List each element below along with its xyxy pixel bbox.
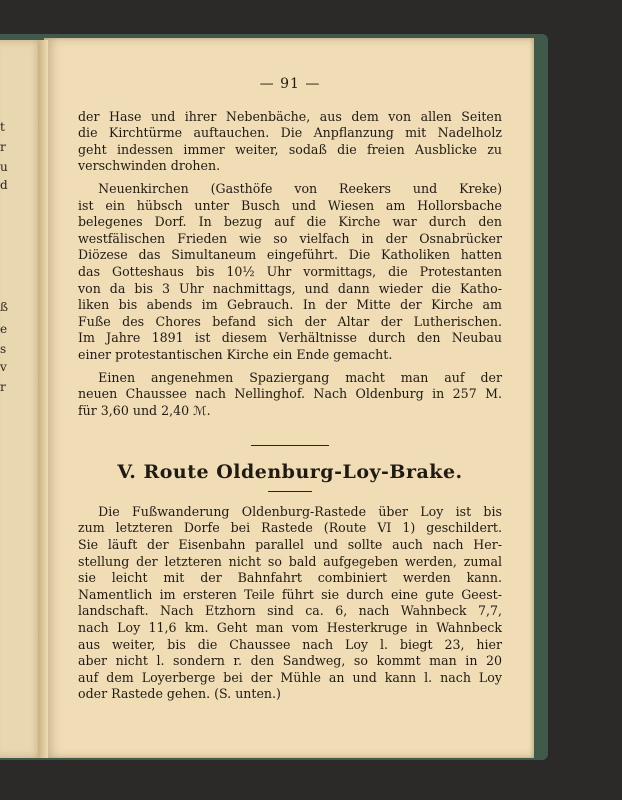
text-line: Neuenkirchen (Gasthöfe von Reekers und Kreke) — [98, 180, 502, 196]
text-line: verschwinden drohen. — [78, 158, 221, 174]
text-line: liken bis abends im Gebrauch. In der Mitte der Kirche am — [78, 297, 502, 313]
text-line: westfälischen Frieden wie so vielfach in der Osnabrücker — [78, 230, 502, 246]
left-page-fragment: s — [0, 342, 7, 356]
text-line: oder Rastede gehen. (S. unten.) — [78, 686, 281, 702]
text-line: Im Jahre 1891 ist diesem Verhältnisse durch den Neubau — [78, 330, 502, 346]
left-page-fragment: u — [0, 160, 8, 174]
text-line: ist ein hübsch unter Busch und Wiesen am Hollorsbache — [78, 197, 502, 213]
left-page-fragment: d — [0, 178, 8, 192]
text-line: geht indessen immer weiter, sodaß die freien Ausblicke zu — [78, 141, 502, 157]
text-line: sie leicht mit der Bahnfahrt combiniert werden kann. — [78, 570, 502, 586]
text-line: zum letzteren Dorfe bei Rastede (Route VI 1) geschildert. — [78, 520, 502, 536]
section-divider — [251, 445, 329, 446]
text-line: aus weiter, bis die Chaussee nach Loy l. biegt 23, hier — [78, 636, 502, 652]
text-line: auf dem Loyerberge bei der Mühle an und kann l. nach Loy — [78, 669, 502, 685]
section-paragraph — [78, 504, 502, 703]
book-gutter — [38, 40, 48, 758]
page-content — [78, 76, 502, 709]
page-number: — 91 — — [259, 76, 321, 92]
text-line: belegenes Dorf. In bezug auf die Kirche war durch den — [78, 214, 502, 230]
text-line: Fuße des Chores befand sich der Altar der Lutherischen. — [78, 313, 502, 329]
text-line: Namentlich im ersteren Teile führt sie durch eine gute Geest- — [78, 586, 502, 602]
text-line: aber nicht l. sondern r. den Sandweg, so kommt man in 20 — [78, 653, 502, 669]
paragraph-2 — [78, 181, 502, 364]
text-line: landschaft. Nach Etzhorn sind ca. 6, nach Wahnbeck 7,7, — [78, 603, 502, 619]
left-page-fragment: v — [0, 360, 7, 374]
text-line: die Kirchtürme auftauchen. Die Anpflanzung mit Nadelholz — [78, 125, 502, 141]
paragraph-1 — [78, 109, 502, 175]
heading-underline — [268, 491, 312, 492]
text-line: nach Loy 11,6 km. Geht man vom Hesterkruge in Wahnbeck — [78, 620, 502, 636]
text-line: das Gotteshaus bis 10½ Uhr vormittags, die Protestanten — [78, 263, 502, 279]
section-heading: V. Route Oldenburg-Loy-Brake. — [117, 461, 463, 484]
text-line: Einen angenehmen Spaziergang macht man auf der — [98, 369, 502, 385]
text-line: von da bis 3 Uhr nachmittags, und dann wieder die Katho- — [78, 280, 502, 296]
right-page — [44, 38, 534, 758]
text-line: für 3,60 und 2,40 ℳ. — [78, 402, 211, 418]
left-page-fragment: r — [0, 140, 6, 154]
text-line: Die Fußwanderung Oldenburg-Rastede über Loy ist bis — [98, 503, 502, 519]
text-line: stellung der letzteren nicht so bald aufgegeben werden, zumal — [78, 553, 502, 569]
paragraph-3 — [78, 370, 502, 420]
left-page-fragment: t — [0, 120, 5, 134]
text-line: einer protestantischen Kirche ein Ende gemacht. — [78, 346, 393, 362]
text-line: Diözese das Simultaneum eingeführt. Die Katholiken hatten — [78, 247, 502, 263]
left-page-fragment: r — [0, 380, 6, 394]
left-page-fragment: ß — [0, 300, 9, 314]
text-line: der Hase und ihrer Nebenbäche, aus dem von allen Seiten — [78, 108, 502, 124]
text-line: Sie läuft der Eisenbahn parallel und sollte auch nach Her- — [78, 537, 502, 553]
text-line: neuen Chaussee nach Nellinghof. Nach Oldenburg in 257 M. — [78, 386, 502, 402]
left-page-fragment: e — [0, 322, 8, 336]
